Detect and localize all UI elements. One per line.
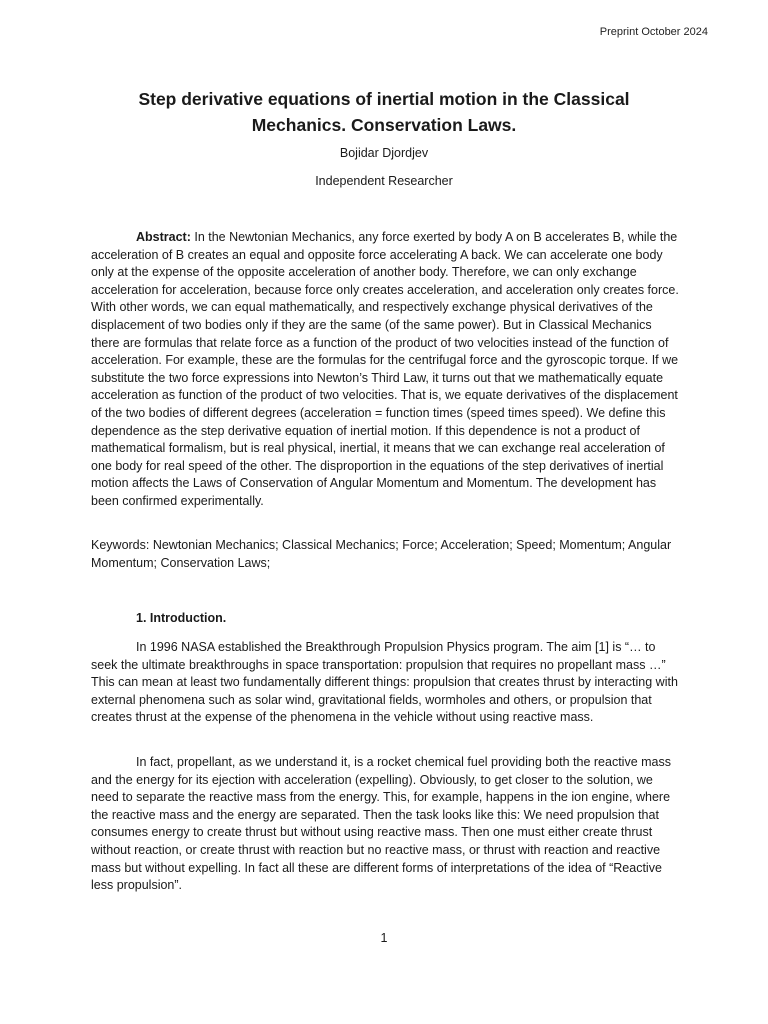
section-heading-introduction: 1. Introduction. (136, 611, 227, 625)
abstract-label: Abstract: (136, 230, 191, 244)
preprint-date: Preprint October 2024 (599, 26, 708, 38)
introduction-paragraph-2: In fact, propellant, as we understand it, is a rocket chemical fuel providing both the reactive mass and the energy for its ejection with acceleration (expelling). Obviously, to get closer to the solution, we need to separate the reactive mass from the energy. This, for example, happens in the ion engine, where the reactive mass and the energy are separated. Then the task looks like this: We need propulsion that consumes energy to create thrust but without using reactive mass. Then one must either create thrust without reaction, or create thrust with reaction but no reactive mass, or thrust with reaction and reactive mass but without expelling. In fact all these are different forms of interpretations of the idea of “Reactive less propulsion”. (91, 755, 671, 893)
abstract-text: In the Newtonian Mechanics, any force exerted by body A on B accelerates B, while the acceleration of B creates an equal and opposite force accelerating A back. We can accelerate one body only at the expense of the opposite acceleration of another body. Therefore, we can only exchange acceleration for acceleration, because force only creates acceleration, and acceleration only creates force. With other words, we can equal mathematically, and respectively exchange physical derivatives of the displacement of two bodies only if they are the same (of the same power). But in Classical Mechanics there are formulas that relate force as a function of the product of two velocities instead of the function of acceleration. For example, these are the formulas for the centrifugal force and the gyroscopic torque. If we substitute the two force expressions into Newton’s Third Law, it turns out that we mathematically equate acceleration as function of the product of two velocities. That is, we equate derivatives of the displacement of the two bodies of different degrees (acceleration = function times (speed times speed). We define this dependence as the step derivative equation of inertial motion. If this dependence is not a product of mathematical formalism, but is real physical, inertial, it means that we can exchange real acceleration of one body for real speed of the other. The disproportion in the equations of the step derivatives of inertial motion affects the Laws of Conservation of Angular Momentum and Momentum. The development has been confirmed experimentally. (91, 230, 679, 508)
abstract (91, 229, 681, 511)
author-affiliation: Independent Researcher (315, 174, 453, 188)
paper-title: Step derivative equations of inertial motion in the Classical Mechanics. Conservation Laws. (138, 89, 630, 135)
introduction-paragraph-1: In 1996 NASA established the Breakthrough Propulsion Physics program. The aim [1] is “… to seek the ultimate breakthroughs in space transportation: propulsion that requires no propellant mass …” This can mean at least two fundamentally different things: propulsion that creates thrust by interacting with external phenomena such as solar wind, gravitational fields, wormholes and others, or propulsion that creates thrust at the expense of the phenomena in the vehicle without using reactive mass. (91, 640, 678, 725)
keywords: Keywords: Newtonian Mechanics; Classical Mechanics; Force; Acceleration; Speed; Momentum; Angular Momentum; Conservation Laws; (91, 538, 672, 570)
page-number: 1 (380, 931, 388, 945)
author-name: Bojidar Djordjev (339, 146, 429, 160)
